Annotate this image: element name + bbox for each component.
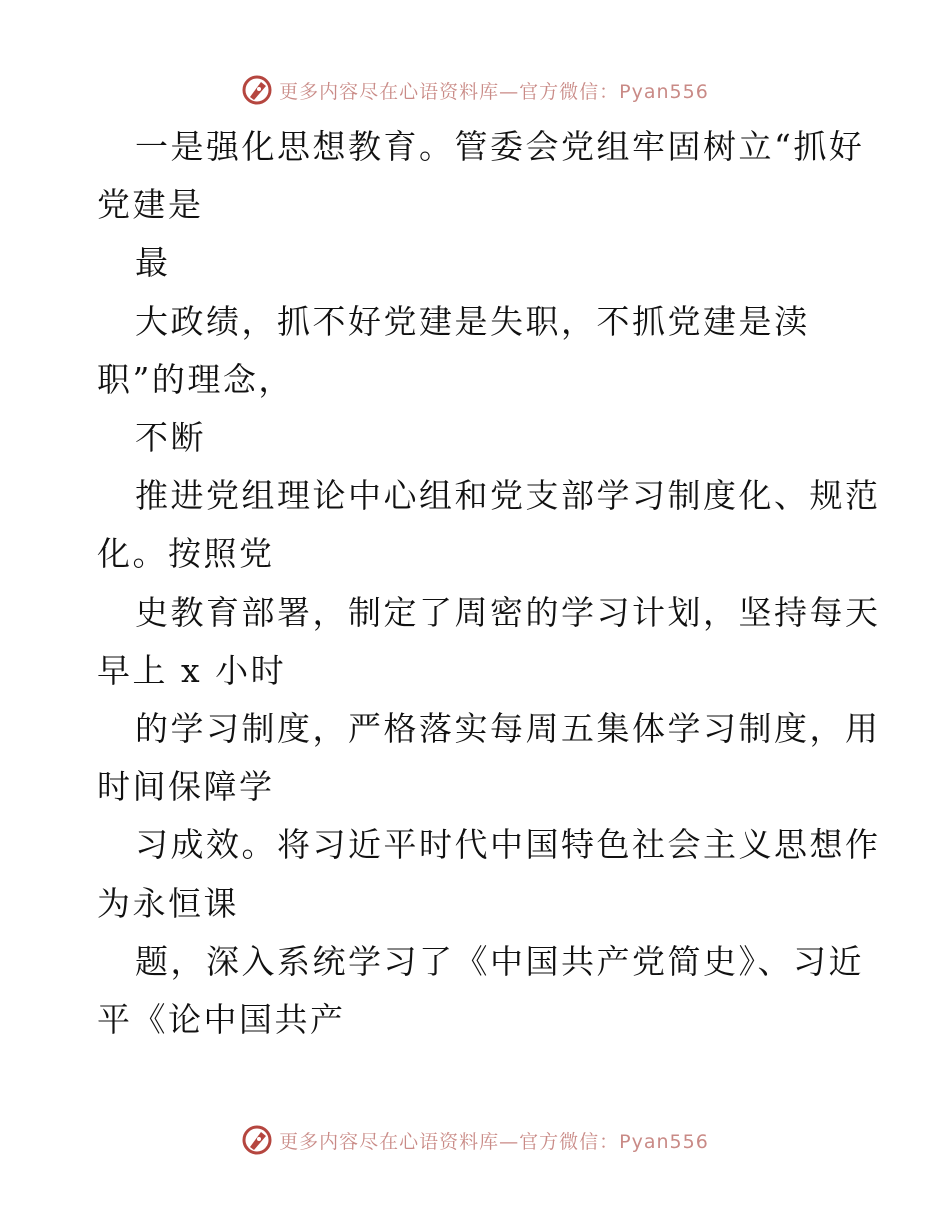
header-wechat-id: Pyan556: [619, 80, 709, 103]
text-line-10: 早上 x 小时: [97, 651, 287, 690]
text-line-9: 史教育部署，制定了周密的学习计划，坚持每天: [135, 593, 881, 632]
header-banner-text: 更多内容尽在心语资料库—官方微信：Pyan556: [279, 80, 709, 103]
text-line-16: 平《论中国共产: [97, 1000, 346, 1039]
footer-banner: [0, 1120, 950, 1160]
text-line-3: 最: [135, 243, 171, 282]
footer-banner-content: [241, 1124, 709, 1156]
pen-nib-circle-icon: [241, 1124, 273, 1156]
text-line-14: 为永恒课: [97, 884, 239, 923]
text-line-6: 不断: [135, 418, 206, 457]
text-line-11: 的学习制度，严格落实每周五集体学习制度，用: [135, 709, 881, 748]
text-line-13: 习成效。将习近平时代中国特色社会主义思想作: [135, 825, 881, 864]
footer-banner-text: 更多内容尽在心语资料库—官方微信：Pyan556: [279, 1130, 709, 1153]
text-line-5: 职”的理念，: [97, 360, 294, 399]
text-line-12: 时间保障学: [97, 767, 275, 806]
text-line-1: 一是强化思想教育。管委会党组牢固树立“抓好: [135, 127, 865, 166]
header-banner-content: [241, 74, 709, 106]
text-line-15: 题，深入系统学习了《中国共产党简史》、习近: [135, 942, 864, 981]
pen-nib-circle-icon: [241, 74, 273, 106]
text-line-2: 党建是: [97, 185, 204, 224]
text-line-7: 推进党组理论中心组和党支部学习制度化、规范: [135, 476, 881, 515]
text-line-8: 化。按照党: [97, 534, 275, 573]
text-line-4: 大政绩，抓不好党建是失职，不抓党建是渎: [135, 302, 810, 341]
header-banner: [0, 70, 950, 110]
footer-wechat-id: Pyan556: [619, 1130, 709, 1153]
